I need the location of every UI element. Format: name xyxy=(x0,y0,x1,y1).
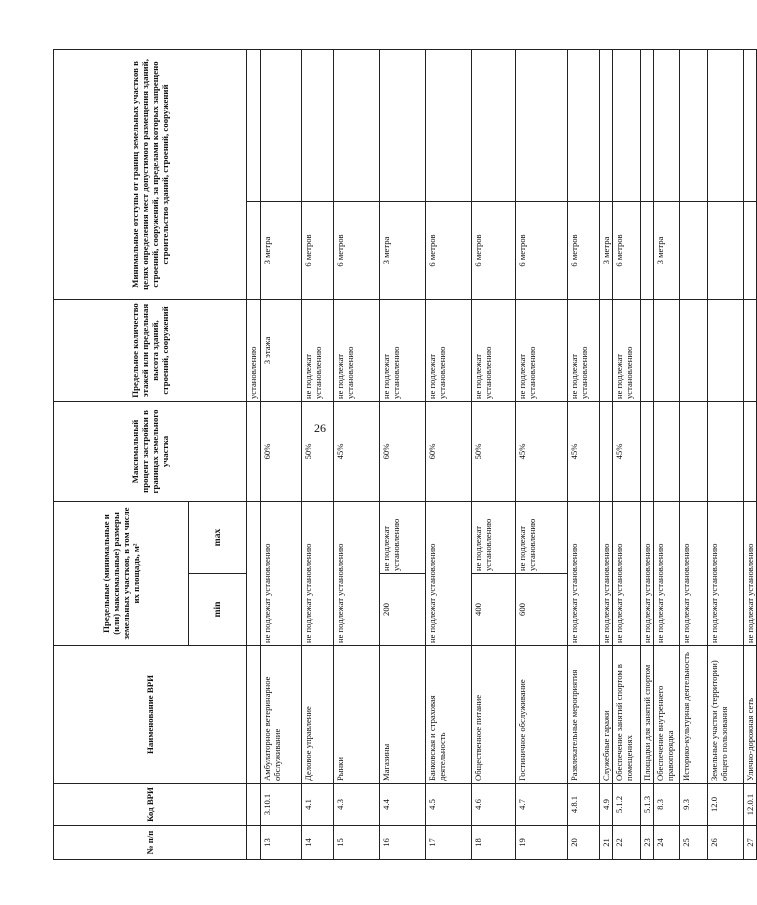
table-row xyxy=(302,49,334,859)
setback-cell: 6 метров xyxy=(302,201,334,299)
setback-cell: 6 метров xyxy=(426,201,472,299)
table-row xyxy=(426,49,472,859)
row-name: Гостиничное обслуживание xyxy=(516,646,568,784)
row-name: Площадки для занятий спортом xyxy=(641,646,654,784)
size-min-cell: 200 xyxy=(380,574,426,646)
percent-cell: 45% xyxy=(334,401,380,501)
page-number: 26 xyxy=(314,421,326,435)
row-num: 17 xyxy=(426,826,472,860)
row-num: 26 xyxy=(708,826,744,860)
row-num: 25 xyxy=(680,826,708,860)
row-code: 8.3 xyxy=(654,784,680,826)
floors-cell: не подлежат установлению xyxy=(516,299,568,401)
setback-cell: 6 метров xyxy=(568,201,600,299)
percent-cell: 45% xyxy=(568,401,600,501)
header-size-min: min xyxy=(189,574,247,646)
row-code: 3.10.1 xyxy=(261,784,302,826)
row-name: Обеспечение занятий спортом в помещениях xyxy=(613,646,641,784)
row-code: 5.1.3 xyxy=(641,784,654,826)
floors-cell: не подлежат установлению xyxy=(472,299,516,401)
row-num: 24 xyxy=(654,826,680,860)
floors-cell: не подлежат установлению xyxy=(380,299,426,401)
header-floors: Предельное количество этажей или предельная высота зданий, строений, сооружений xyxy=(54,299,247,401)
row-name: Рынки xyxy=(334,646,380,784)
header-num: № п/п xyxy=(54,826,247,860)
row-num: 23 xyxy=(641,826,654,860)
table-row xyxy=(708,49,744,859)
row-num: 13 xyxy=(261,826,302,860)
table-row xyxy=(613,49,641,859)
size-cell: не подлежат установлению xyxy=(641,501,654,645)
floors-cell: не подлежат установлению xyxy=(334,299,380,401)
header-size-group: Предельные (минимальные и (или) максимальные) размеры земельных участков, в том числе их площадь, м² xyxy=(54,501,189,645)
header-percent: Максимальный процент застройки в границах земельного участка xyxy=(54,401,247,501)
table-row xyxy=(261,49,302,859)
header-setback: Минимальные отступы от границ земельных участков в целях определения мест допустимого размещения зданий, строений, сооружений, за пределами которых запрещено строительство зданий, строений, сооружений xyxy=(54,49,247,299)
row-code: 9.3 xyxy=(680,784,708,826)
size-min-cell: 400 xyxy=(472,574,516,646)
setback-cell: 6 метров xyxy=(334,201,380,299)
table-row xyxy=(600,49,613,859)
row-code: 4.4 xyxy=(380,784,426,826)
size-max-cell: не подлежат установлению xyxy=(472,501,516,573)
row-code: 4.1 xyxy=(302,784,334,826)
row-num: 18 xyxy=(472,826,516,860)
size-cell: не подлежат установлению xyxy=(426,501,472,645)
row-code: 4.6 xyxy=(472,784,516,826)
row-num: 22 xyxy=(613,826,641,860)
percent-cell: 60% xyxy=(380,401,426,501)
size-cell: не подлежат установлению xyxy=(600,501,613,645)
percent-cell: 45% xyxy=(516,401,568,501)
row-num: 27 xyxy=(744,826,757,860)
row-code: 4.5 xyxy=(426,784,472,826)
table-row xyxy=(641,49,654,859)
rotated-table-container xyxy=(53,50,755,860)
floors-cell: не подлежат установлению xyxy=(426,299,472,401)
table-row xyxy=(744,49,757,859)
row-code: 5.1.2 xyxy=(613,784,641,826)
size-cell: не подлежат установлению xyxy=(708,501,744,645)
row-name: Магазины xyxy=(380,646,426,784)
row-name: Деловое управление xyxy=(302,646,334,784)
row-name: Обеспечение внутреннего правопорядка xyxy=(654,646,680,784)
row-num: 16 xyxy=(380,826,426,860)
size-cell: не подлежат установлению xyxy=(654,501,680,645)
row-code: 4.7 xyxy=(516,784,568,826)
setback-cell: 3 метра xyxy=(261,201,302,299)
row-code: 12.0 xyxy=(708,784,744,826)
row-name: Развлекательные мероприятия xyxy=(568,646,600,784)
table-row xyxy=(568,49,600,859)
row-code: 4.8.1 xyxy=(568,784,600,826)
row-num: 20 xyxy=(568,826,600,860)
row-code: 4.9 xyxy=(600,784,613,826)
row-name: Общественное питание xyxy=(472,646,516,784)
table-row xyxy=(247,49,261,859)
row-name: Амбулаторное ветеринарное обслуживание xyxy=(261,646,302,784)
size-max-cell: не подлежат установлению xyxy=(516,501,568,573)
row-name: Служебные гаражи xyxy=(600,646,613,784)
table-row xyxy=(516,49,568,859)
size-cell: не подлежат установлению xyxy=(261,501,302,645)
row-name: Историко-культурная деятельность xyxy=(680,646,708,784)
row-num: 15 xyxy=(334,826,380,860)
table-row xyxy=(472,49,516,859)
row-name: Банковская и страховая деятельность xyxy=(426,646,472,784)
header-code: Код ВРИ xyxy=(54,784,247,826)
row-code: 4.3 xyxy=(334,784,380,826)
table-row xyxy=(380,49,426,859)
table-row xyxy=(334,49,380,859)
row-num: 21 xyxy=(600,826,613,860)
size-cell: не подлежат установлению xyxy=(334,501,380,645)
setback-cell: 6 метров xyxy=(472,201,516,299)
setback-cell: 3 метра xyxy=(600,201,613,299)
row-code: 12.0.1 xyxy=(744,784,757,826)
percent-cell: 45% xyxy=(613,401,641,501)
percent-cell: 50% xyxy=(472,401,516,501)
table-row xyxy=(654,49,680,859)
floors-cell: не подлежат установлению xyxy=(302,299,334,401)
table-row xyxy=(680,49,708,859)
size-cell: не подлежат установлению xyxy=(613,501,641,645)
size-cell: не подлежат установлению xyxy=(302,501,334,645)
header-size-max: max xyxy=(189,501,247,573)
row-name: Улично-дорожная сеть xyxy=(744,646,757,784)
setback-cell: 6 метров xyxy=(516,201,568,299)
size-min-cell: 600 xyxy=(516,574,568,646)
floors-cell: установлению xyxy=(247,299,261,401)
percent-cell: 60% xyxy=(261,401,302,501)
size-cell: не подлежат установлению xyxy=(680,501,708,645)
row-num: 19 xyxy=(516,826,568,860)
setback-cell: 6 метров xyxy=(613,201,641,299)
header-name: Наименование ВРИ xyxy=(54,646,247,784)
percent-cell: 50% xyxy=(302,401,334,501)
row-num: 14 xyxy=(302,826,334,860)
floors-cell: не подлежат установлению xyxy=(613,299,641,401)
setback-cell: 3 метра xyxy=(654,201,680,299)
size-cell: не подлежат установлению xyxy=(568,501,600,645)
size-max-cell: не подлежат установлению xyxy=(380,501,426,573)
vri-parameters-table xyxy=(53,49,757,860)
size-cell: не подлежат установлению xyxy=(744,501,757,645)
setback-cell: 3 метра xyxy=(380,201,426,299)
floors-cell: 3 этажа xyxy=(261,299,302,401)
percent-cell: 60% xyxy=(426,401,472,501)
floors-cell: не подлежат установлению xyxy=(568,299,600,401)
row-name: Земельные участки (территории) общего пользования xyxy=(708,646,744,784)
